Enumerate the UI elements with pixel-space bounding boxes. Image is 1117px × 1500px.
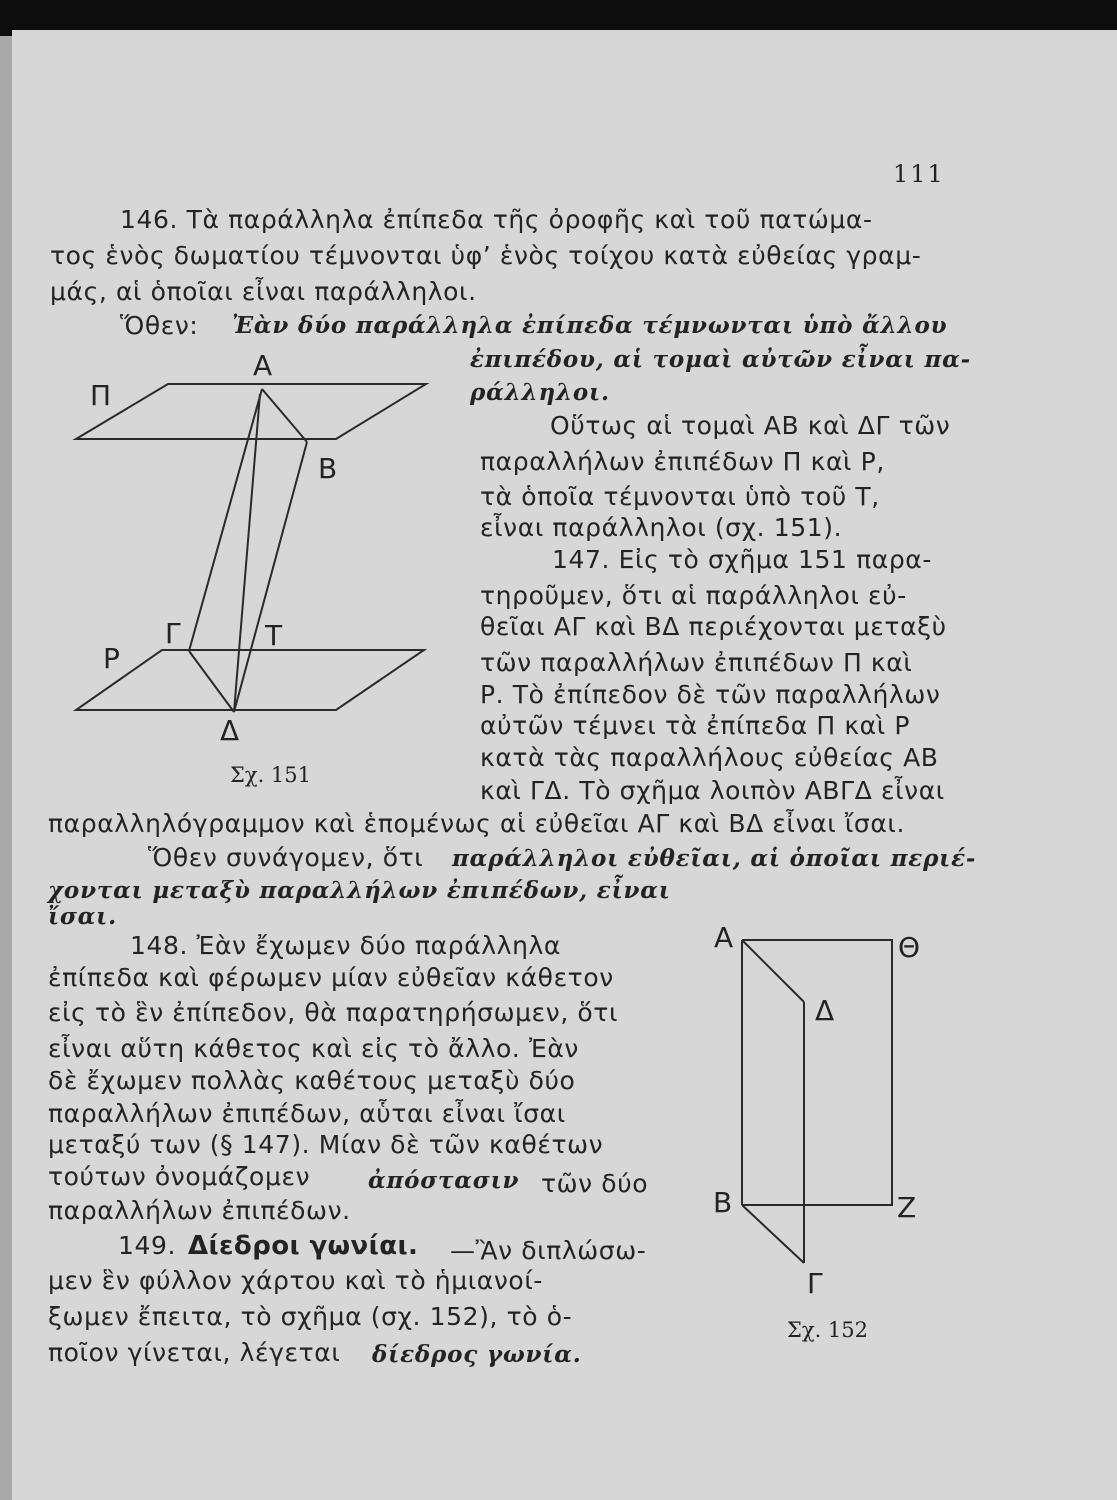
line-ad (742, 940, 804, 1002)
p148-line-8: τούτων ὀνομάζομεν (48, 1162, 311, 1191)
p147-line-7: κατὰ τὰς παραλλήλους εὐθείας ΑΒ (480, 743, 939, 772)
p149-line-4: ποῖον γίνεται, λέγεται (48, 1338, 341, 1367)
figure-151 (60, 360, 440, 740)
fig152-label-Theta: Θ (898, 931, 921, 964)
line-gd (189, 651, 234, 712)
line-ag (189, 389, 262, 651)
p147-line-5: Ρ. Τὸ ἐπίπεδον δὲ τῶν παραλλήλων (480, 680, 941, 709)
line-ab (262, 389, 307, 442)
p147-line-2: τηροῦμεν, ὅτι αἱ παράλληλοι εὐ- (480, 581, 907, 610)
p149-line-1: —Ἂν διπλώσω- (450, 1236, 647, 1265)
p148-line-7: μεταξύ των (§ 147). Μίαν δὲ τῶν καθέτων (48, 1130, 604, 1159)
example-line-4: εἶναι παράλληλοι (σχ. 151). (480, 513, 843, 542)
p146-line-1: 146. Τὰ παράλληλα ἐπίπεδα τῆς ὀροφῆς καὶ τοῦ πατώμα- (120, 205, 873, 234)
rule-line-2: ἐπιπέδου, αἱ τομαὶ αὐτῶν εἶναι πα- (470, 346, 971, 373)
fig151-label-D: Δ (220, 714, 240, 747)
p146-line-2: τος ἑνὸς δωματίου τέμνονται ὑφ’ ἑνὸς τοίχου κατὰ εὐθείας γραμ- (50, 241, 922, 270)
p147-rule-3: ἴσαι. (48, 903, 117, 930)
figure-152 (700, 920, 940, 1290)
fig152-label-D: Δ (815, 994, 835, 1027)
p147-rule-2: χονται μεταξὺ παραλλήλων ἐπιπέδων, εἶναι (48, 877, 671, 904)
p147-line-1: 147. Εἰς τὸ σχῆμα 151 παρα- (552, 545, 933, 574)
p147-line-9: παραλληλόγραμμον καὶ ἑπομένως αἱ εὐθεῖαι ΑΓ καὶ ΒΔ εἶναι ἴσαι. (48, 809, 906, 838)
p149-line-2: μεν ἓν φύλλον χάρτου καὶ τὸ ἡμιανοί- (48, 1266, 544, 1295)
page-number: 111 (893, 160, 945, 188)
p148-line-3: εἰς τὸ ἓν ἐπίπεδον, θὰ παρατηρήσωμεν, ὅτι (48, 998, 619, 1027)
p147-line-4: τῶν παραλλήλων ἐπιπέδων Π καὶ (480, 648, 913, 677)
example-line-2: παραλλήλων ἐπιπέδων Π καὶ Ρ, (480, 447, 885, 476)
fig151-label-T: Τ (265, 619, 283, 652)
p146-line-3: μάς, αἱ ὁποῖαι εἶναι παράλληλοι. (50, 277, 477, 306)
fig151-label-A: Α (253, 349, 273, 382)
fig152-label-B: Β (713, 1186, 733, 1219)
term-diedros: δίεδρος γωνία. (372, 1341, 582, 1368)
fig151-label-P: Π (90, 379, 112, 412)
fig151-label-G: Γ (165, 617, 181, 650)
p147-line-10: Ὅθεν συνάγομεν, ὅτι (148, 843, 424, 872)
fig152-label-Z: Ζ (897, 1191, 917, 1224)
fig152-caption: Σχ. 152 (787, 1318, 869, 1342)
p148-line-5: δὲ ἔχωμεν πολλὰς καθέτους μεταξὺ δύο (48, 1066, 576, 1095)
example-line-1: Οὕτως αἱ τομαὶ ΑΒ καὶ ΔΓ τῶν (550, 411, 951, 440)
p149-heading: Δίεδροι γωνίαι. (188, 1231, 419, 1261)
othen-label: Ὅθεν: (120, 311, 199, 340)
rule-line-1: Ἐὰν δύο παράλληλα ἐπίπεδα τέμνωνται ὑπὸ ἄλλου (232, 312, 948, 339)
p147-line-6: αὐτῶν τέμνει τὰ ἐπίπεδα Π καὶ Ρ (480, 711, 911, 740)
p149-line-3: ξωμεν ἔπειτα, τὸ σχῆμα (σχ. 152), τὸ ὁ- (48, 1302, 573, 1331)
p148-line-2: ἐπίπεδα καὶ φέρωμεν μίαν εὐθεῖαν κάθετον (48, 963, 614, 992)
rule-line-3: ράλληλοι. (470, 379, 610, 406)
p148-line-6: παραλλήλων ἐπιπέδων, αὗται εἶναι ἴσαι (48, 1099, 566, 1128)
example-line-3: τὰ ὁποῖα τέμνονται ὑπὸ τοῦ Τ, (480, 482, 880, 511)
p148-line-9: παραλλήλων ἐπιπέδων. (48, 1196, 351, 1225)
p148-line-1: 148. Ἐὰν ἔχωμεν δύο παράλληλα (130, 931, 561, 960)
plane-rho (76, 650, 424, 710)
sheet-outer (742, 940, 892, 1205)
p147-line-8: καὶ ΓΔ. Τὸ σχῆμα λοιπὸν ΑΒΓΔ εἶναι (480, 776, 945, 805)
fig151-label-B: Β (318, 452, 338, 485)
fig152-label-A: Α (714, 921, 734, 954)
page-left-edge (0, 36, 12, 1500)
line-bg (742, 1205, 804, 1263)
p147-rule-1: παράλληλοι εὐθεῖαι, αἱ ὁποῖαι περιέ- (452, 845, 977, 872)
p149-number: 149. (118, 1231, 177, 1260)
fig151-caption: Σχ. 151 (230, 763, 312, 787)
p148-line-8-end: τῶν δύο (541, 1169, 649, 1198)
fig152-label-G: Γ (807, 1267, 823, 1300)
fig151-label-R: Ρ (103, 642, 120, 675)
term-apostasis: ἀπόστασιν (368, 1167, 520, 1194)
p148-line-4: εἶναι αὕτη κάθετος καὶ εἰς τὸ ἄλλο. Ἐὰν (48, 1034, 579, 1063)
p147-line-3: θεῖαι ΑΓ καὶ ΒΔ περιέχονται μεταξὺ (480, 612, 947, 641)
